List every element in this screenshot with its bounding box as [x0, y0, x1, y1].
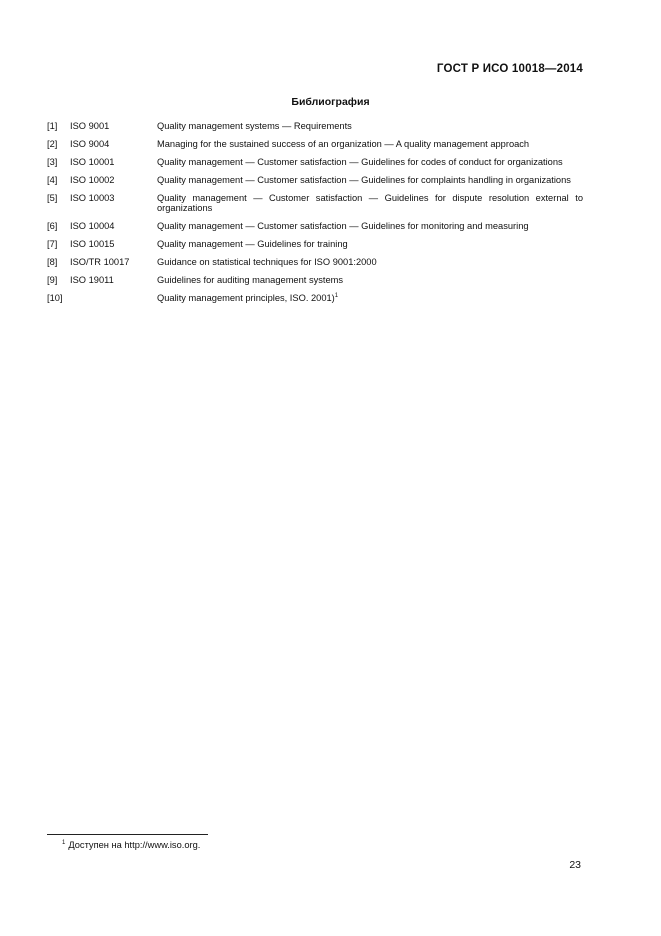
footnote-divider [47, 834, 208, 835]
footnote-reference: 1 [334, 293, 339, 300]
bibliography-entry [47, 239, 583, 249]
bibliography-entry [47, 193, 583, 214]
entry-code: ISO/TR 10017 [70, 257, 130, 268]
footnote [62, 840, 200, 850]
entry-code [70, 293, 157, 303]
document-standard-header: ГОСТ Р ИСО 10018—2014 [436, 63, 583, 75]
entry-number: [9] [47, 275, 58, 286]
entry-code: ISO 10003 [70, 193, 115, 203]
entry-number: [10] [47, 293, 63, 304]
bibliography-title: Библиография [291, 96, 370, 108]
entry-number: [4] [47, 175, 58, 185]
bibliography-entry [47, 157, 583, 167]
bibliography-entry [47, 121, 583, 131]
footnote-text: Доступен на http://www.iso.org. [68, 840, 201, 850]
entry-description: Quality management — Customer satisfaction — Guidelines for complaints handling in organizations [157, 175, 571, 185]
entry-number: [3] [47, 157, 58, 167]
bibliography-list [47, 121, 583, 311]
entry-description: Managing for the sustained success of an organization — A quality management approach [157, 139, 530, 149]
entry-code: ISO 10015 [70, 239, 115, 250]
entry-code: ISO 19011 [70, 275, 114, 286]
entry-description-text: Quality management principles, ISO. 2001) [157, 293, 335, 304]
bibliography-entry [47, 221, 583, 231]
entry-code: ISO 9004 [70, 139, 110, 149]
bibliography-entry [47, 275, 583, 285]
bibliography-entry [47, 293, 583, 303]
entry-number: [1] [47, 121, 58, 131]
entry-number: [8] [47, 257, 58, 268]
entry-code: ISO 10001 [70, 157, 115, 167]
entry-description: Quality management — Guidelines for training [157, 239, 348, 250]
entry-description: Quality management — Customer satisfaction — Guidelines for monitoring and measuring [157, 221, 529, 232]
entry-number: [6] [47, 221, 58, 232]
entry-description: Quality management — Customer satisfaction — Guidelines for dispute resolution external to organizations [157, 193, 583, 214]
entry-code: ISO 10004 [70, 221, 115, 232]
entry-description [157, 293, 583, 303]
entry-number: [2] [47, 139, 58, 149]
entry-number: [7] [47, 239, 58, 250]
entry-description: Guidance on statistical techniques for ISO 9001:2000 [157, 257, 377, 268]
entry-description: Guidelines for auditing management systems [157, 275, 344, 286]
page-number: 23 [569, 859, 581, 871]
entry-number: [5] [47, 193, 58, 203]
entry-description: Quality management systems — Requirements [157, 121, 352, 131]
entry-code: ISO 9001 [70, 121, 110, 131]
bibliography-entry [47, 139, 583, 149]
entry-description: Quality management — Customer satisfaction — Guidelines for codes of conduct for organizations [157, 157, 563, 167]
bibliography-entry [47, 175, 583, 185]
footnote-mark: 1 [62, 840, 66, 846]
entry-code: ISO 10002 [70, 175, 115, 185]
bibliography-entry [47, 257, 583, 267]
